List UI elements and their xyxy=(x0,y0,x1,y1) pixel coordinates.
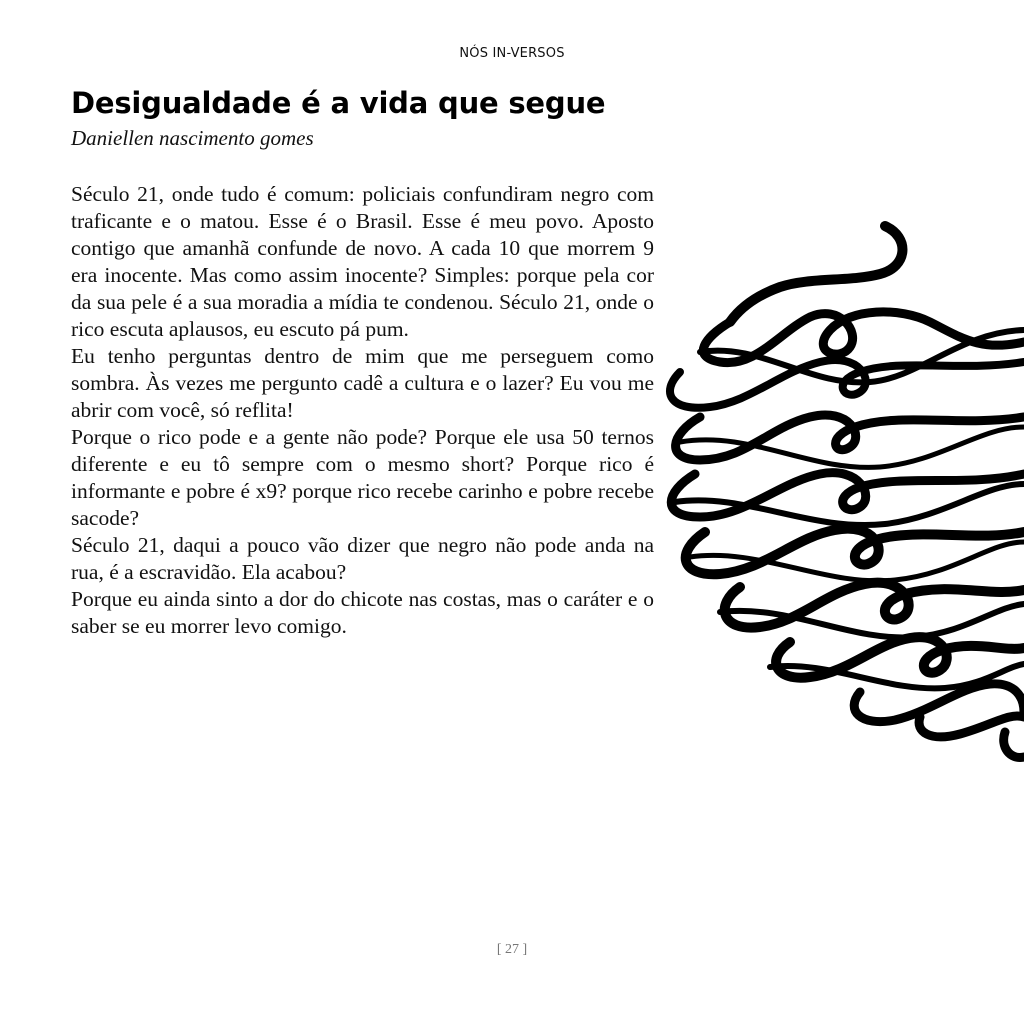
poem-title: Desigualdade é a vida que segue xyxy=(71,86,606,120)
running-header: NÓS IN-VERSOS xyxy=(459,46,565,61)
paragraph-4: Século 21, daqui a pouco vão dizer que negro não pode anda na rua, é a escravidão. Ela acabou? xyxy=(71,533,654,584)
paragraph-5: Porque eu ainda sinto a dor do chicote nas costas, mas o caráter e o saber se eu morrer levo comigo. xyxy=(71,587,654,638)
scribble-swirl-icon xyxy=(660,212,1024,772)
page-number: [ 27 ] xyxy=(496,942,528,957)
author-name: Daniellen nascimento gomes xyxy=(71,126,314,150)
paragraph-1: Século 21, onde tudo é comum: policiais confundiram negro com traficante e o matou. Esse é o Brasil. Esse é meu povo. Aposto contigo que amanhã confunde de novo. A cada 10 que morrem 9 era inocente. Mas como assim inocente? Simples: porque pela cor da sua pele é a sua moradia a mídia te condenou. Século 21, onde o rico escuta aplausos, eu escuto pá pum. xyxy=(71,182,654,341)
scribble-illustration xyxy=(660,212,1024,772)
paragraph-2: Eu tenho perguntas dentro de mim que me perseguem como sombra. Às vezes me pergunto cadê a cultura e o lazer? Eu vou me abrir com você, só reflita! xyxy=(71,344,654,422)
paragraph-3: Porque o rico pode e a gente não pode? Porque ele usa 50 ternos diferente e eu tô sempre com o mesmo short? Porque rico é informante e pobre é x9? porque rico recebe carinho e pobre recebe sacode? xyxy=(71,425,654,530)
poem-body xyxy=(71,181,654,640)
